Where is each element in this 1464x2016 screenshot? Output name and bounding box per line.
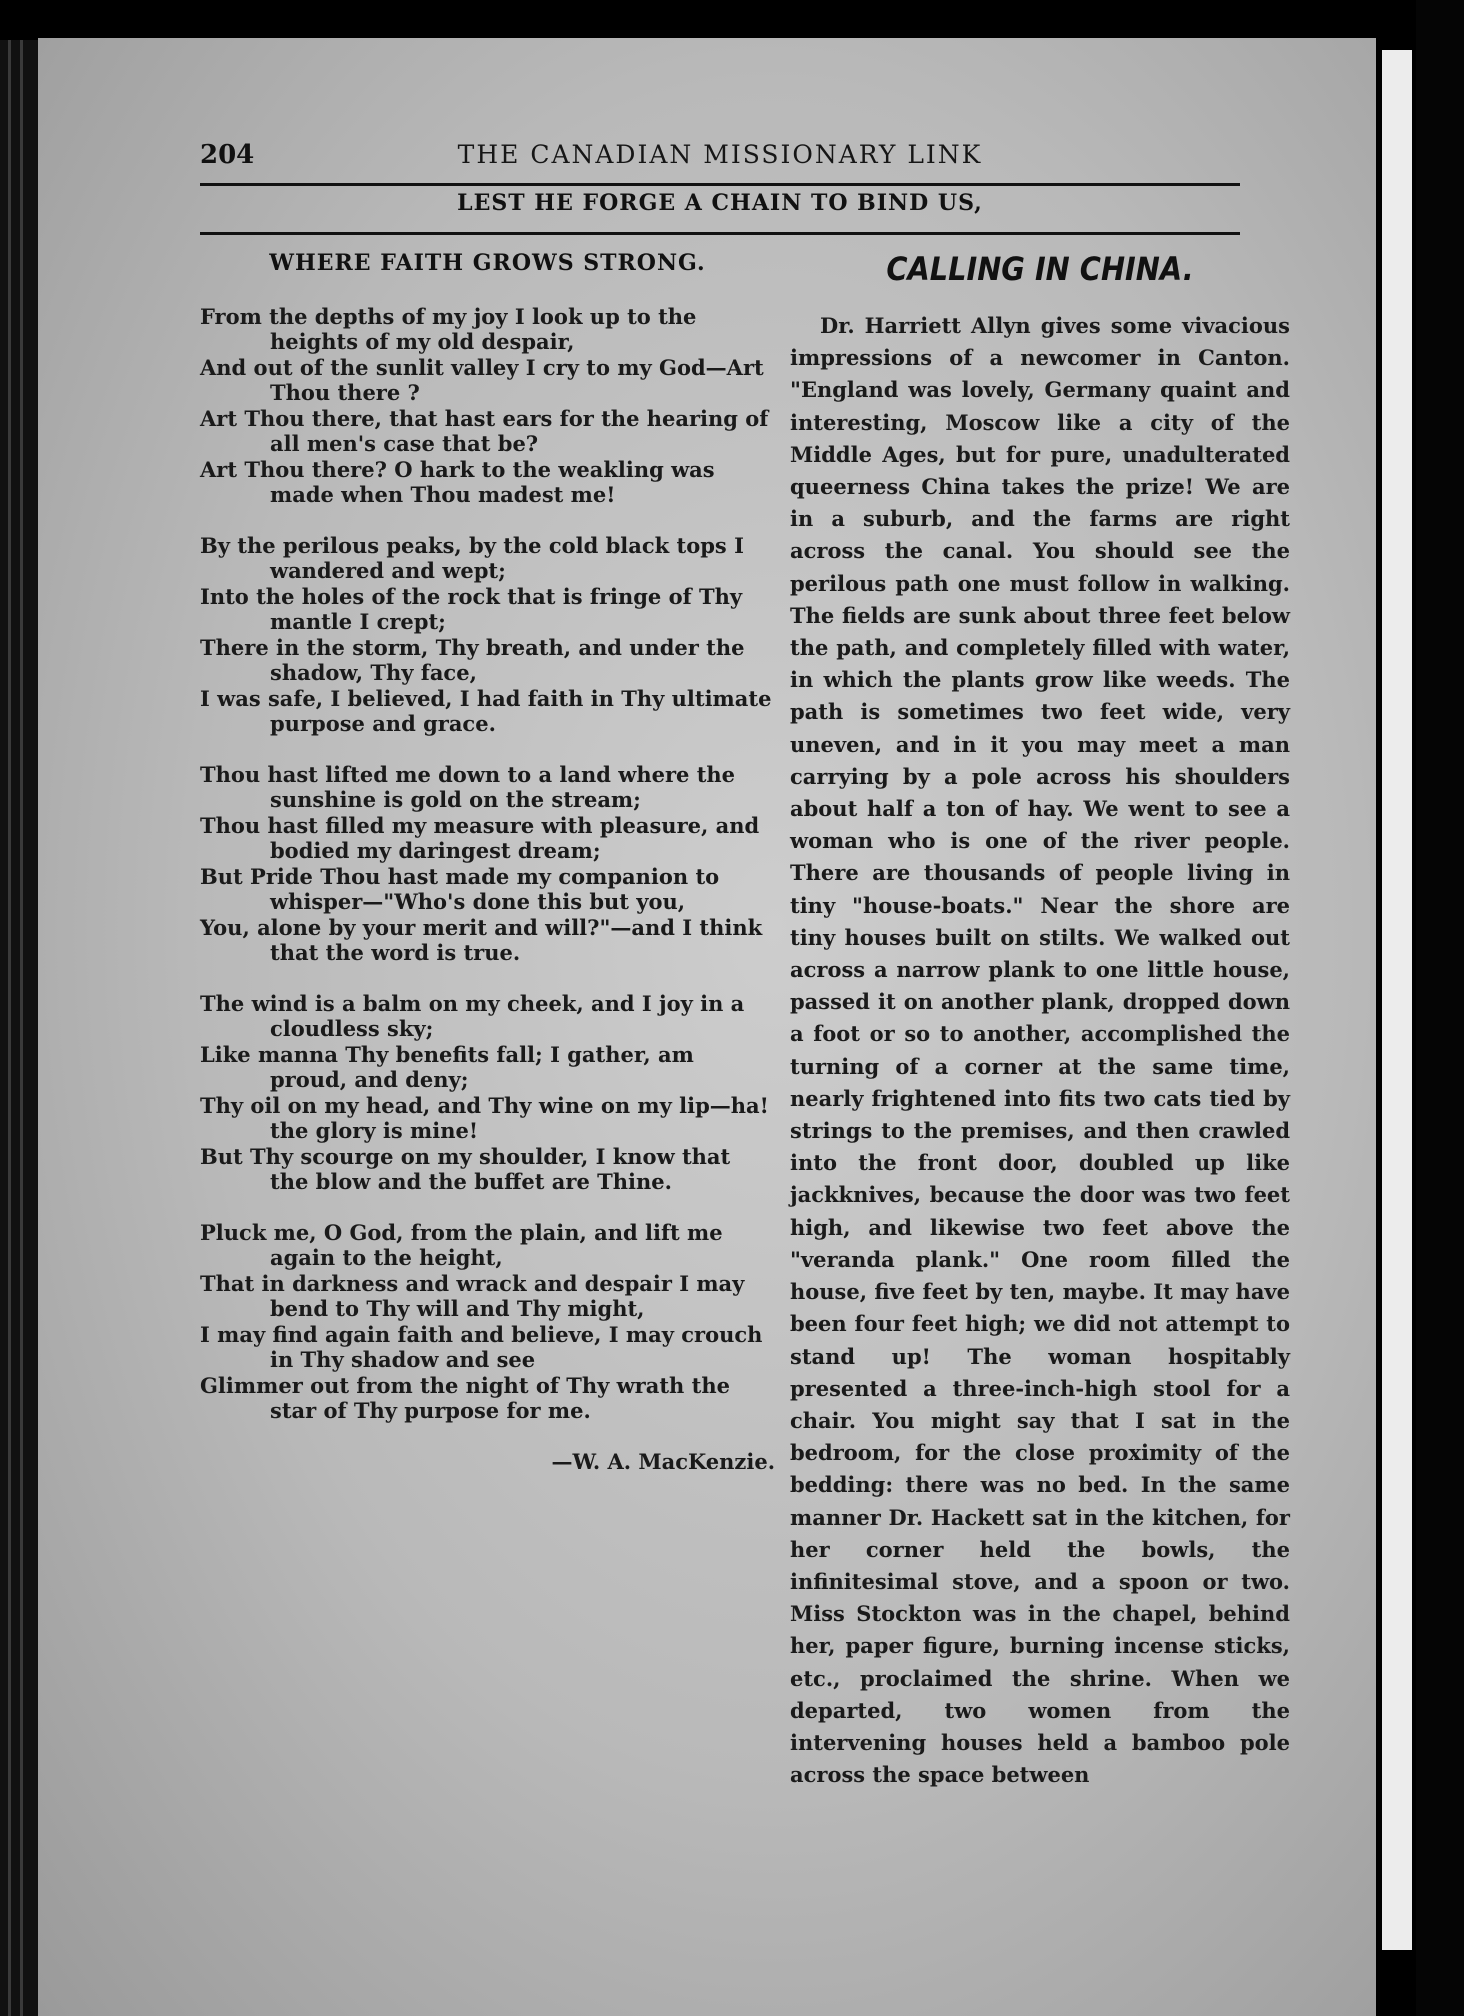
banner-line: LEST HE FORGE A CHAIN TO BIND US,	[457, 190, 983, 216]
poem-line: But Pride Thou hast made my companion to whisper—"Who's done this but you,	[200, 864, 720, 914]
poem-line: Art Thou there? O hark to the weakling was made when Thou madest me!	[200, 457, 715, 507]
poem-column	[200, 250, 775, 1474]
poem-line: Thou hast lifted me down to a land where the sunshine is gold on the stream;	[200, 762, 736, 812]
banner-rule	[200, 232, 1240, 235]
poem-line: And out of the sunlit valley I cry to my God—Art Thou there ?	[200, 355, 764, 405]
scan-background	[1416, 0, 1464, 2016]
poem-line: There in the storm, Thy breath, and under the shadow, Thy face,	[200, 635, 745, 685]
poem-line: I was safe, I believed, I had faith in Thy ultimate purpose and grace.	[200, 686, 772, 736]
poem-line: Thy oil on my head, and Thy wine on my lip—ha! the glory is mine!	[200, 1093, 769, 1143]
poem-stanza	[200, 533, 775, 736]
poem-line: But Thy scourge on my shoulder, I know that the blow and the buffet are Thine.	[200, 1144, 731, 1194]
page-number: 204	[200, 140, 255, 170]
poem-line: Into the holes of the rock that is fringe of Thy mantle I crept;	[200, 584, 743, 634]
poem-stanza	[200, 762, 775, 965]
poem-line: Art Thou there, that hast ears for the hearing of all men's case that be?	[200, 406, 769, 456]
next-page-edge	[1382, 50, 1412, 1950]
poem-stanzas	[200, 304, 775, 1423]
header-rule	[200, 183, 1240, 186]
running-title: THE CANADIAN MISSIONARY LINK	[457, 140, 983, 169]
poem-line: Pluck me, O God, from the plain, and lift me again to the height,	[200, 1220, 723, 1270]
poem-title: WHERE FAITH GROWS STRONG.	[269, 250, 706, 276]
article-title: CALLING IN CHINA.	[886, 250, 1194, 288]
binding-rule	[20, 40, 23, 2016]
article-column	[790, 250, 1290, 1791]
poem-line: The wind is a balm on my cheek, and I joy in a cloudless sky;	[200, 991, 745, 1041]
poem-stanza	[200, 1220, 775, 1423]
poem-author: —W. A. MacKenzie.	[551, 1449, 775, 1474]
book-binding	[0, 40, 40, 2016]
poem-stanza	[200, 304, 775, 507]
poem-line: I may find again faith and believe, I may crouch in Thy shadow and see	[200, 1322, 763, 1372]
poem-line: Like manna Thy benefits fall; I gather, am proud, and deny;	[200, 1042, 694, 1092]
poem-line: From the depths of my joy I look up to the heights of my old despair,	[200, 304, 697, 354]
poem-line: You, alone by your merit and will?"—and I think that the word is true.	[200, 915, 763, 965]
page-header	[200, 140, 1240, 178]
poem-line: Thou hast filled my measure with pleasure, and bodied my daringest dream;	[200, 813, 760, 863]
poem-line: Glimmer out from the night of Thy wrath the star of Thy purpose for me.	[200, 1373, 730, 1423]
article-body: Dr. Harriett Allyn gives some vivacious impressions of a newcomer in Canton. "England was lovely, Germany quaint and interesting, Moscow like a city of the Middle Ages, but for pure, unadulterated queerness China takes the prize! We are in a suburb, and the farms are right across the canal. You should see the perilous path one must follow in walking. The fields are sunk about three feet below the path, and completely filled with water, in which the plants grow like weeds. The path is sometimes two feet wide, very uneven, and in it you may meet a man carrying by a pole across his shoulders about half a ton of hay. We went to see a woman who is one of the river people. There are thousands of people living in tiny "house-boats." Near the shore are tiny houses built on stilts. We walked out across a narrow plank to one little house, passed it on another plank, dropped down a foot or so to another, accomplished the turning of a corner at the same time, nearly frightened into fits two cats tied by strings to the premises, and then crawled into the front door, doubled up like jackknives, because the door was two feet high, and likewise two feet above the "veranda plank." One room filled the house, five feet by ten, maybe. It may have been four feet high; we did not attempt to stand up! The woman hospitably presented a three-inch-high stool for a chair. You might say that I sat in the bedroom, for the close proximity of the bedding: there was no bed. In the same manner Dr. Hackett sat in the kitchen, for her corner held the bowls, the infinitesimal stove, and a spoon or two. Miss Stockton was in the chapel, behind her, paper figure, burning incense sticks, etc., proclaimed the shrine. When we departed, two women from the intervening houses held a bamboo pole across the space between	[790, 313, 1290, 1788]
poem-line: That in darkness and wrack and despair I may bend to Thy will and Thy might,	[200, 1271, 745, 1321]
poem-line: By the perilous peaks, by the cold black tops I wandered and wept;	[200, 533, 744, 583]
binding-rule	[8, 40, 11, 2016]
poem-stanza	[200, 991, 775, 1194]
